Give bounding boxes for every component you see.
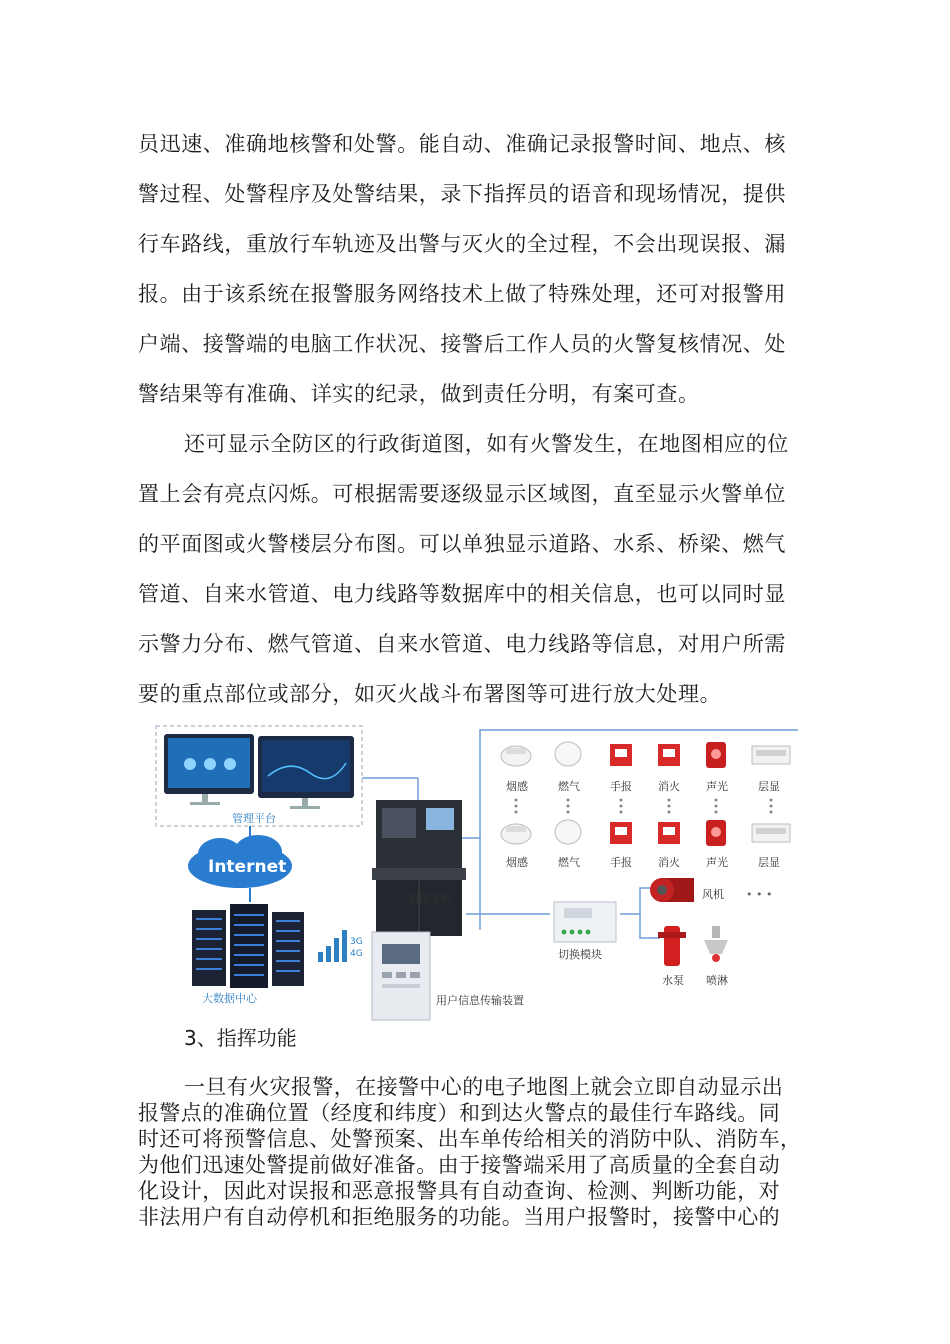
text-line: 户端、接警端的电脑工作状况、接警后工作人员的火警复核情况、处 <box>138 332 786 356</box>
row2-label: 声光 <box>706 856 728 869</box>
text-line: 为他们迅速处警提前做好准备。由于接警端采用了高质量的全套自动 <box>138 1153 780 1177</box>
section-heading: 3、指挥功能 <box>184 1026 297 1050</box>
row1-label: 消火 <box>658 780 680 793</box>
text-line: 行车路线，重放行车轨迹及出警与灭火的全过程，不会出现误报、漏 <box>138 232 786 256</box>
switch-module-label: 切换模块 <box>558 948 602 961</box>
row1-label: 手报 <box>610 780 632 793</box>
pump-label: 水泵 <box>662 974 684 987</box>
switch-module <box>554 902 616 961</box>
row1-label: 燃气 <box>558 780 580 793</box>
fan-label: 风机 <box>702 888 724 901</box>
row2-label: 烟感 <box>506 856 528 869</box>
text-line: 示警力分布、燃气管道、自来水管道、电力线路等信息，对用户所需 <box>138 632 786 656</box>
detector-row-1 <box>501 742 790 814</box>
text-line: 非法用户有自动停机和拒绝服务的功能。当用户报警时，接警中心的 <box>138 1205 780 1229</box>
row2-label: 层显 <box>758 856 780 869</box>
text-line: 报。由于该系统在报警服务网络技术上做了特殊处理，还可对报警用 <box>138 282 786 306</box>
text-line: 还可显示全防区的行政街道图，如有火警发生，在地图相应的位 <box>184 432 789 456</box>
text-line: 要的重点部位或部分，如灭火战斗布署图等可进行放大处理。 <box>138 682 722 706</box>
management-platform <box>156 726 362 826</box>
row2-label: 手报 <box>610 856 632 869</box>
management-platform-label: 管理平台 <box>232 812 276 825</box>
detector-row-2 <box>501 820 790 869</box>
signal-4g-label: 4G <box>350 949 363 959</box>
fire-control-host <box>372 800 466 936</box>
fire-control-host-label: 消控主机 <box>408 892 452 905</box>
text-line: 的平面图或火警楼层分布图。可以单独显示道路、水系、桥梁、燃气 <box>138 532 786 556</box>
signal-3g-label: 3G <box>350 937 363 947</box>
text-line: 警结果等有准确、详实的纪录，做到责任分明，有案可查。 <box>138 382 700 406</box>
user-info-device <box>372 932 524 1020</box>
row1-label: 层显 <box>758 780 780 793</box>
internet-cloud <box>188 826 292 902</box>
text-line: 警过程、处警程序及处警结果，录下指挥员的语音和现场情况，提供 <box>138 182 786 206</box>
text-line: 一旦有火灾报警，在接警中心的电子地图上就会立即自动显示出 <box>184 1075 784 1099</box>
row1-label: 烟感 <box>506 780 528 793</box>
text-line: 员迅速、准确地核警和处警。能自动、准确记录报警时间、地点、核 <box>138 132 786 156</box>
user-info-device-label: 用户信息传输装置 <box>436 994 524 1007</box>
row1-label: 声光 <box>706 780 728 793</box>
signal-icon <box>318 930 363 962</box>
system-diagram <box>150 718 810 1030</box>
text-line: 置上会有亮点闪烁。可根据需要逐级显示区域图，直至显示火警单位 <box>138 482 786 506</box>
pump-icon <box>658 926 686 987</box>
row2-label: 燃气 <box>558 856 580 869</box>
ellipsis-label: • • • <box>746 888 773 901</box>
text-line: 时还可将预警信息、处警预案、出车单传给相关的消防中队、消防车， <box>138 1127 802 1151</box>
big-data-center-label: 大数据中心 <box>202 992 257 1005</box>
fan-icon <box>650 878 772 902</box>
row2-label: 消火 <box>658 856 680 869</box>
text-line: 化设计，因此对误报和恶意报警具有自动查询、检测、判断功能，对 <box>138 1179 780 1203</box>
text-line: 报警点的准确位置（经度和纬度）和到达火警点的最佳行车路线。同 <box>138 1101 780 1125</box>
text-line: 管道、自来水管道、电力线路等数据库中的相关信息，也可以同时显 <box>138 582 786 606</box>
internet-label: Internet <box>208 857 287 877</box>
sprinkler-icon <box>704 926 728 987</box>
server-racks <box>192 904 304 1005</box>
sprinkler-label: 喷淋 <box>706 974 728 987</box>
